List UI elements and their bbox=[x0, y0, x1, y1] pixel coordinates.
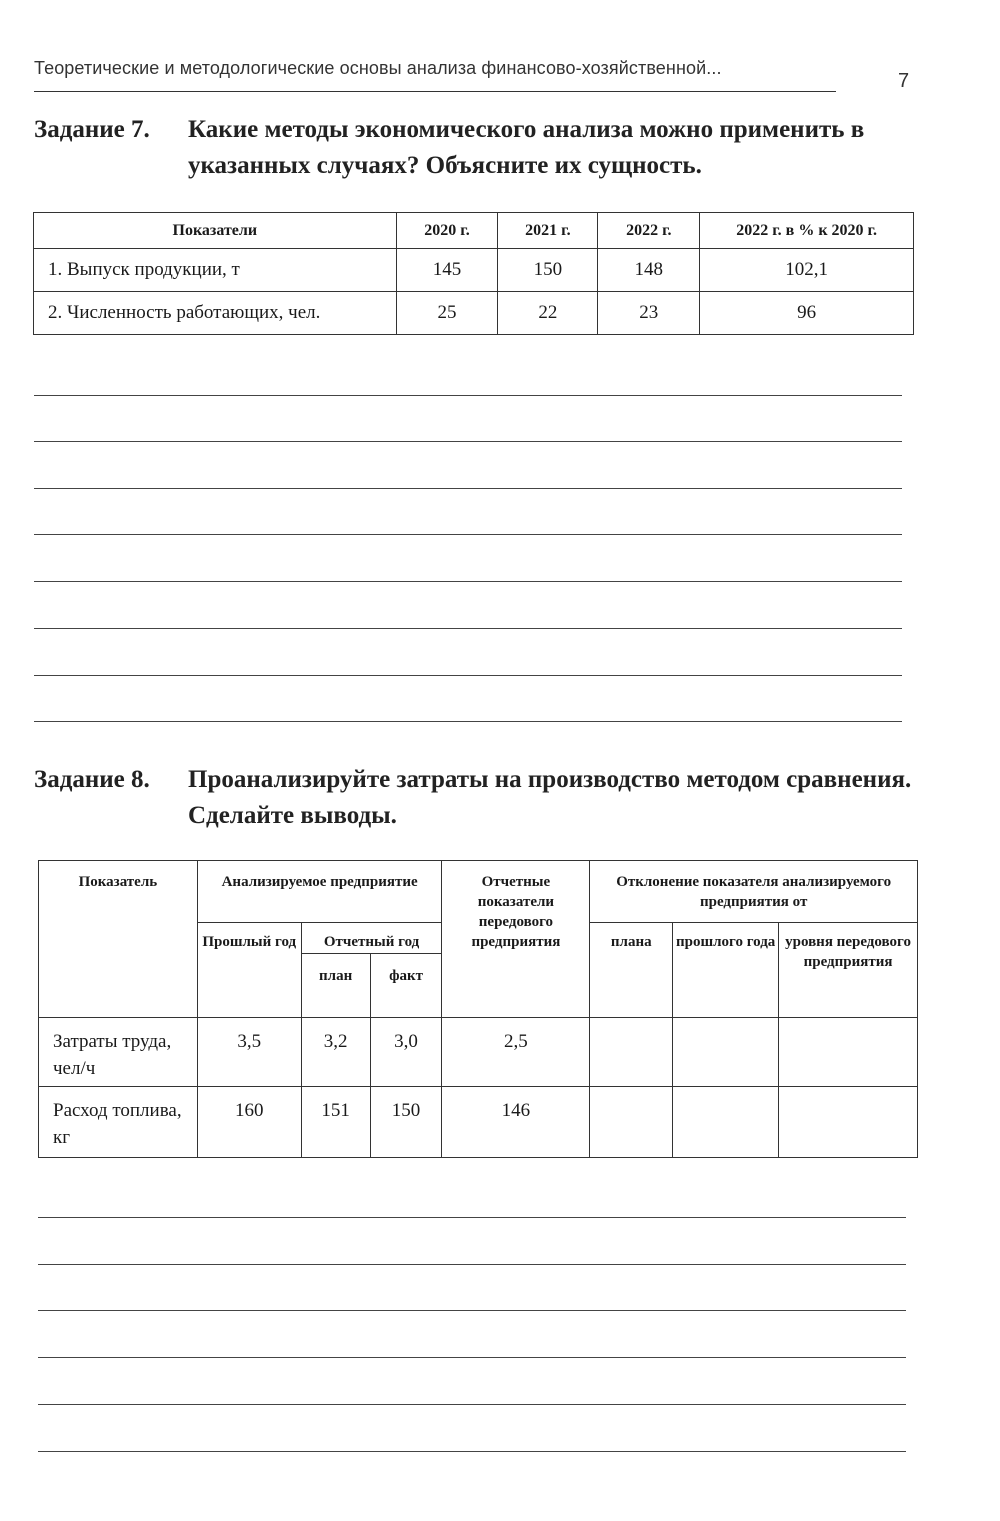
table-row bbox=[34, 292, 914, 335]
table-cell: 3,0 bbox=[370, 1018, 442, 1087]
header-deviation: Отклонение показателя анализируемого предприятия от bbox=[590, 861, 918, 923]
table-row bbox=[34, 249, 914, 292]
answer-cell[interactable] bbox=[779, 1018, 918, 1087]
answer-cell[interactable] bbox=[779, 1087, 918, 1158]
task-7-table bbox=[33, 212, 914, 335]
answer-cell[interactable] bbox=[590, 1018, 673, 1087]
header-report-year: Отчетный год bbox=[301, 923, 442, 954]
table-cell: 151 bbox=[301, 1087, 370, 1158]
answer-line[interactable] bbox=[34, 675, 902, 676]
table-cell: 146 bbox=[442, 1087, 590, 1158]
table-row bbox=[39, 1018, 918, 1087]
answer-line[interactable] bbox=[34, 395, 902, 396]
table-cell: 1. Выпуск продукции, т bbox=[34, 249, 397, 292]
table-header-row bbox=[39, 861, 918, 923]
task-8-table bbox=[38, 860, 918, 1158]
table-cell: Расход топлива, кг bbox=[39, 1087, 198, 1158]
table-cell: 3,2 bbox=[301, 1018, 370, 1087]
table-cell: 2. Численность работающих, чел. bbox=[34, 292, 397, 335]
header-indicator: Показатель bbox=[39, 861, 198, 1018]
table-cell: 23 bbox=[598, 292, 700, 335]
answer-line[interactable] bbox=[34, 721, 902, 722]
table-header-row bbox=[34, 213, 914, 249]
task-8-label: Задание 8. bbox=[34, 766, 150, 793]
header-dev-plan: плана bbox=[590, 923, 673, 1018]
table-cell: 3,5 bbox=[197, 1018, 301, 1087]
table-cell: 96 bbox=[700, 292, 914, 335]
answer-cell[interactable] bbox=[673, 1087, 779, 1158]
table-cell: 160 bbox=[197, 1087, 301, 1158]
header-fact: факт bbox=[370, 954, 442, 1018]
table-cell: 150 bbox=[370, 1087, 442, 1158]
answer-line[interactable] bbox=[38, 1217, 906, 1218]
header-cell: 2022 г. bbox=[598, 213, 700, 249]
header-dev-leading: уровня передового предприятия bbox=[779, 923, 918, 1018]
header-cell: 2021 г. bbox=[498, 213, 598, 249]
table-row bbox=[39, 1087, 918, 1158]
answer-line[interactable] bbox=[38, 1310, 906, 1311]
header-cell: Показатели bbox=[34, 213, 397, 249]
answer-cell[interactable] bbox=[590, 1087, 673, 1158]
header-dev-prev-year: прошлого года bbox=[673, 923, 779, 1018]
table-cell: 25 bbox=[396, 292, 498, 335]
task-8-question: Проанализируйте затраты на производство методом сравнения. Сделайте выводы. bbox=[188, 766, 912, 829]
header-cell: 2022 г. в % к 2020 г. bbox=[700, 213, 914, 249]
table-cell: 145 bbox=[396, 249, 498, 292]
header-plan: план bbox=[301, 954, 370, 1018]
header-rule bbox=[34, 91, 836, 92]
task-7-question: Какие методы экономического анализа можно применить в указанных случаях? Объясните их сущность. bbox=[188, 116, 865, 179]
answer-line[interactable] bbox=[38, 1451, 906, 1452]
header-leading-enterprise: Отчетные показатели передового предприятия bbox=[442, 861, 590, 1018]
table-cell: 148 bbox=[598, 249, 700, 292]
running-header: Теоретические и методологические основы анализа финансово-хозяйственной... bbox=[34, 58, 722, 78]
answer-line[interactable] bbox=[34, 628, 902, 629]
answer-line[interactable] bbox=[34, 441, 902, 442]
table-cell: 150 bbox=[498, 249, 598, 292]
table-cell: 2,5 bbox=[442, 1018, 590, 1087]
answer-line[interactable] bbox=[34, 581, 902, 582]
table-cell: 22 bbox=[498, 292, 598, 335]
header-cell: 2020 г. bbox=[396, 213, 498, 249]
answer-line[interactable] bbox=[34, 488, 902, 489]
answer-cell[interactable] bbox=[673, 1018, 779, 1087]
answer-line[interactable] bbox=[34, 534, 902, 535]
header-analyzed-enterprise: Анализируемое предприятие bbox=[197, 861, 442, 923]
answer-line[interactable] bbox=[38, 1264, 906, 1265]
table-cell: Затраты труда, чел/ч bbox=[39, 1018, 198, 1087]
header-prev-year: Прошлый год bbox=[197, 923, 301, 1018]
answer-line[interactable] bbox=[38, 1357, 906, 1358]
answer-line[interactable] bbox=[38, 1404, 906, 1405]
page-number: 7 bbox=[898, 70, 910, 92]
table-cell: 102,1 bbox=[700, 249, 914, 292]
task-7-label: Задание 7. bbox=[34, 116, 150, 143]
